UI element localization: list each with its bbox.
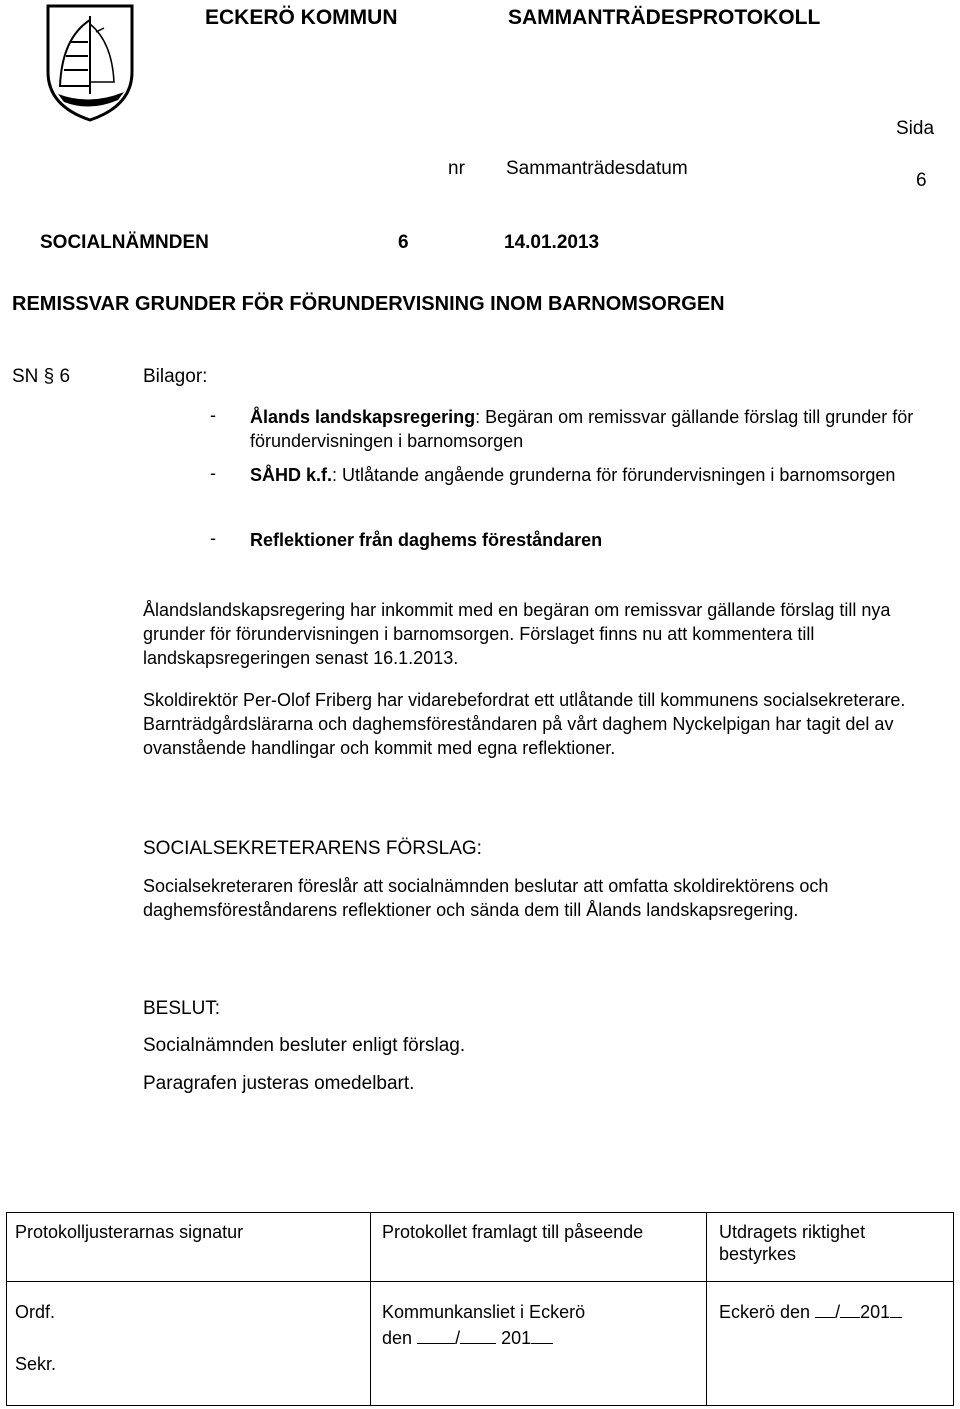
day-blank: [815, 1301, 835, 1318]
page-number: 6: [916, 170, 927, 191]
attachment-1-sender: Ålands landskapsregering: [250, 407, 476, 427]
year-prefix: 201: [860, 1302, 891, 1322]
chair-signature-label: Ordf.: [15, 1302, 56, 1322]
attachment-1-description: : Begäran om remissvar gällande förslag till grunder för förundervisningen i barnomsorgen: [250, 407, 914, 451]
certification-date: [719, 1301, 902, 1323]
year-blank: [890, 1301, 902, 1318]
decision-line-1: Socialnämnden besluter enligt förslag.: [143, 1035, 466, 1056]
attachment-2-sender: SÅHD k.f.: [250, 465, 333, 485]
committee-name: SOCIALNÄMNDEN: [40, 232, 209, 253]
office-location: Kommunkansliet i Eckerö: [382, 1302, 586, 1322]
col1-header: Protokolljusterarnas signatur: [15, 1222, 244, 1242]
year-prefix: 201: [501, 1328, 532, 1348]
signature-table: [6, 1212, 954, 1406]
month-blank: [460, 1327, 496, 1344]
year-blank: [531, 1327, 553, 1344]
proposal-text: Socialsekreteraren föreslår att socialnämnden beslutar att omfatta skoldirektörens och daghemsföreståndarens reflektioner och sända dem till Ålands landskapsregering.: [143, 876, 829, 920]
attachment-2-dash: -: [210, 463, 216, 483]
municipal-crest-logo: [40, 2, 140, 122]
attachment-2-description: : Utlåtande angående grunderna för förundervisningen i barnomsorgen: [332, 465, 896, 485]
date-slash: /: [455, 1328, 461, 1348]
col3-header: Utdragets riktighet bestyrkes: [719, 1222, 866, 1264]
col2-header: Protokollet framlagt till påseende: [382, 1222, 644, 1242]
attachment-2: [250, 463, 930, 487]
month-blank: [840, 1301, 860, 1318]
table-divider: [7, 1281, 953, 1282]
attachment-3-dash: -: [210, 528, 216, 548]
secretary-signature-label: Sekr.: [15, 1354, 57, 1374]
meeting-number: 6: [398, 232, 409, 253]
page-label: Sida: [896, 118, 935, 139]
attachments-label: Bilagor:: [143, 366, 208, 387]
table-divider: [370, 1213, 371, 1405]
section-code: SN § 6: [12, 366, 71, 387]
decision-heading: BESLUT:: [143, 998, 221, 1019]
document-title: REMISSVAR GRUNDER FÖR FÖRUNDERVISNING INOM BARNOMSORGEN: [12, 293, 725, 315]
day-blank: [417, 1327, 455, 1344]
posting-date: [382, 1327, 553, 1349]
table-divider: [706, 1213, 707, 1405]
attachment-1-dash: -: [210, 405, 216, 425]
attachment-3: [250, 528, 930, 552]
den-label: den: [382, 1328, 413, 1348]
municipality-name: ECKERÖ KOMMUN: [205, 6, 398, 29]
body-paragraph-1: Ålandslandskapsregering har inkommit med en begäran om remissvar gällande förslag till nya grunder för förundervisningen i barnomsorgen. Förslaget finns nu att kommentera till landskapsregeringen senast 16.1.2013.: [143, 600, 891, 668]
nr-label: nr: [448, 158, 465, 179]
meeting-date: 14.01.2013: [504, 232, 600, 253]
date-slash: /: [835, 1302, 841, 1322]
document-type: SAMMANTRÄDESPROTOKOLL: [508, 6, 821, 29]
date-label: Sammanträdesdatum: [506, 158, 688, 179]
body-paragraph-2: Skoldirektör Per-Olof Friberg har vidarebefordrat ett utlåtande till kommunens socialsekreterare. Barnträdgårdslärarna och daghemsföreståndaren på vårt daghem Nyckelpigan har tagit del av ovanstående handlingar och kommit med egna reflektioner.: [143, 690, 906, 758]
proposal-heading: SOCIALSEKRETERARENS FÖRSLAG:: [143, 838, 482, 859]
attachment-3-sender: Reflektioner från daghems föreståndaren: [250, 530, 603, 550]
place-date-label: Eckerö den: [719, 1302, 811, 1322]
decision-line-2: Paragrafen justeras omedelbart.: [143, 1073, 415, 1094]
attachment-1: [250, 405, 930, 453]
